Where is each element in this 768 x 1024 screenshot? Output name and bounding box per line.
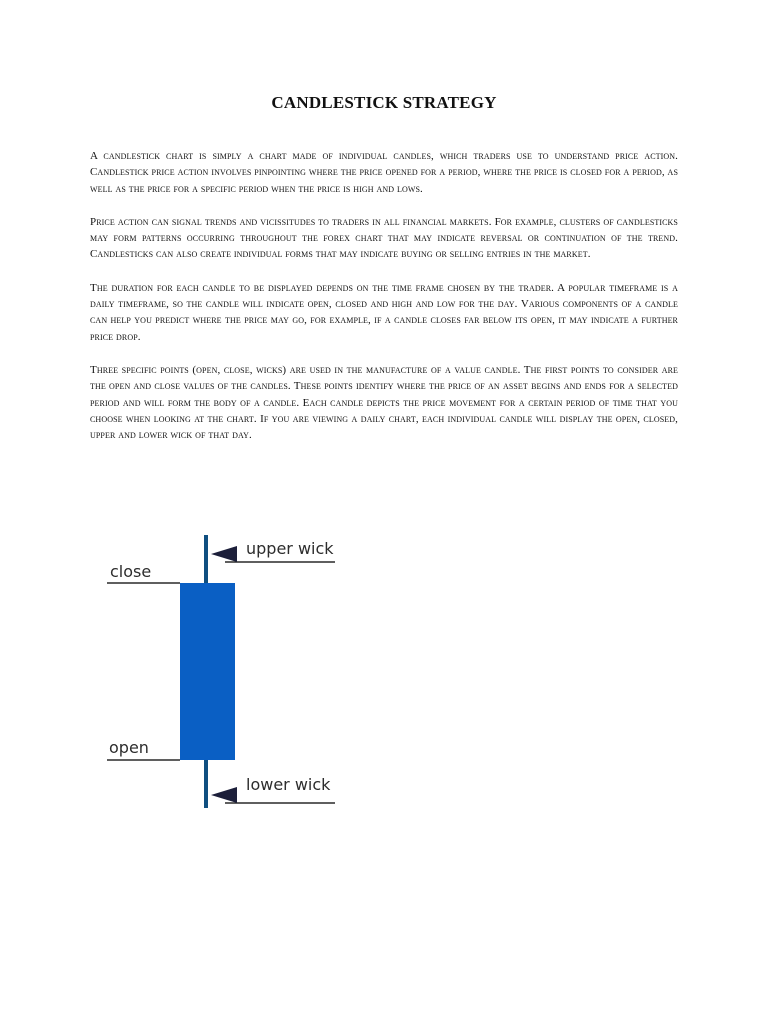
close-label: close (110, 562, 152, 581)
candle-body (180, 583, 235, 760)
open-label: open (109, 738, 149, 757)
lower-wick-arrowhead (211, 787, 237, 803)
paragraph-4: Three specific points (open, close, wicks) are used in the manufacture of a value candle. The first points to consider are the open and close values of the candles. These points identify where the price of an asset begins and ends for a selected period and will form the body of a candle. Each candle depicts the price movement for a certain period of time that you choose when looking at the chart. If you are viewing a daily chart, each individual candle will display the open, closed, upper and lower wick of that day. (90, 363, 678, 442)
upper-wick-label: upper wick (246, 539, 334, 558)
article-body (90, 148, 678, 460)
candlestick-diagram (105, 533, 345, 813)
lower-wick-label: lower wick (246, 775, 331, 794)
paragraph-1: A candlestick chart is simply a chart made of individual candles, which traders use to understand price action. Candlestick price action involves pinpointing where the price opened for a period, where the price is closed for a period, as well as the price for a specific period when the price is high and lows. (90, 150, 678, 195)
upper-wick-arrowhead (211, 546, 237, 562)
page-title: CANDLESTICK STRATEGY (271, 93, 497, 112)
paragraph-2: Price action can signal trends and vicissitudes to traders in all financial markets. For example, clusters of candlesticks may form patterns occurring throughout the forex chart that may indicate reversal or continuation of the trend. Candlesticks can also create individual forms that may indicate buying or selling entries in the market. (90, 215, 678, 261)
paragraph-3: The duration for each candle to be displayed depends on the time frame chosen by the trader. A popular timeframe is a daily timeframe, so the candle will indicate open, closed and high and low for the day. Various components of a candle can help you predict where the price may go, for example, if a candle closes far below its open, it may indicate a further price drop. (90, 281, 678, 343)
